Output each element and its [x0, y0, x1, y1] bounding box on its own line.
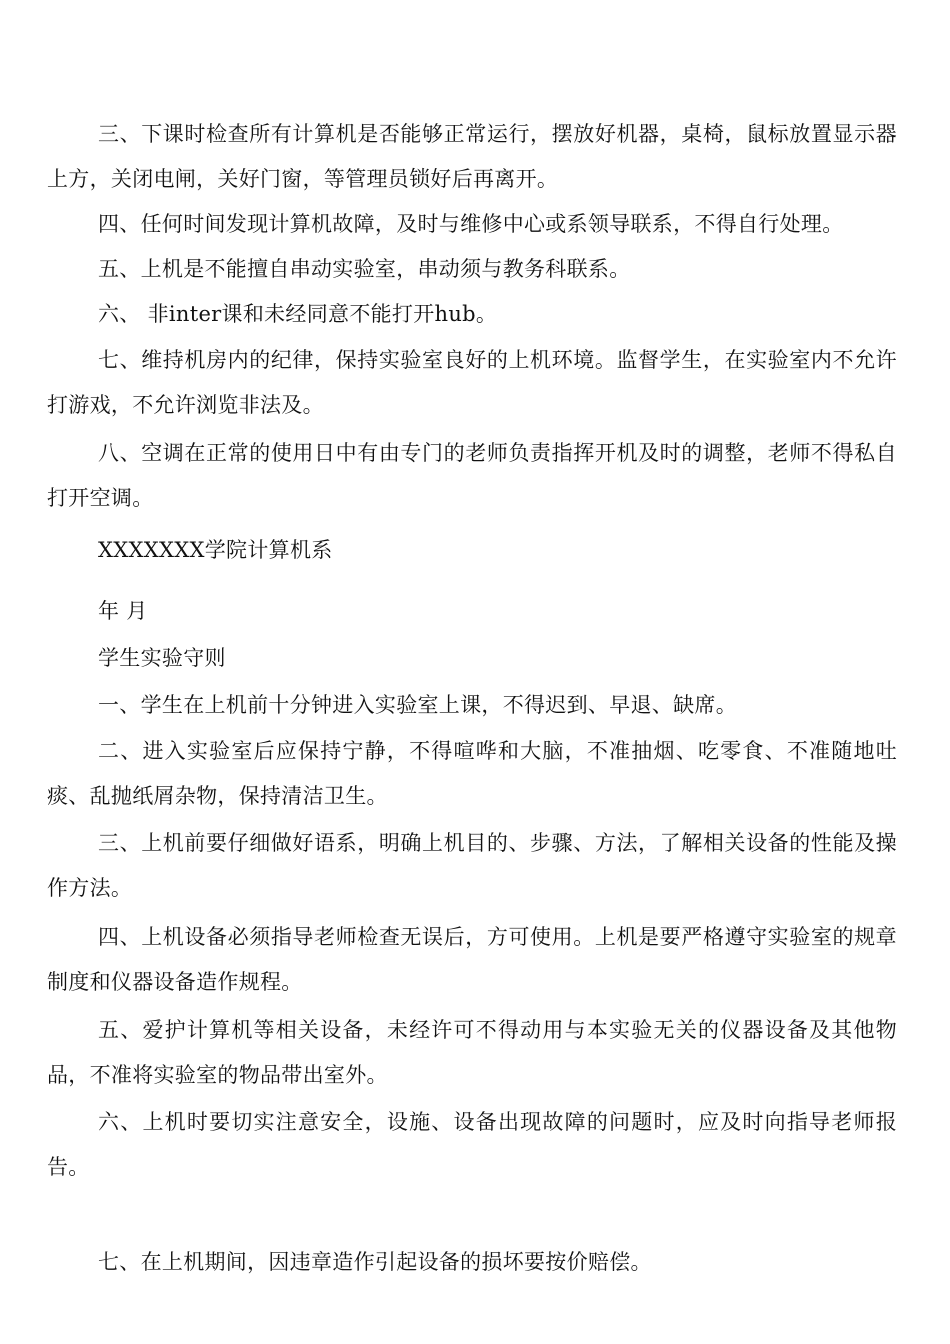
student-rule-6: 六、上机时要切实注意安全，设施、设备出现故障的问题时，应及时向指导老师报告。	[47, 1110, 897, 1179]
paragraph-rule-7: 七、维持机房内的纪律，保持实验室良好的上机环境。监督学生，在实验室内不允许打游戏，不允许浏览非法及。	[47, 348, 897, 417]
student-rule-1: 一、学生在上机前十分钟进入实验室上课，不得迟到、早退、缺席。	[98, 693, 737, 717]
department-signature: XXXXXXX学院计算机系	[98, 538, 333, 562]
paragraph-rule-5: 五、上机是不能擅自串动实验室，串动须与教务科联系。	[98, 257, 631, 281]
paragraph-rule-6: 六、 非inter课和未经同意不能打开hub。	[98, 302, 498, 326]
student-rule-7: 七、在上机期间，因违章造作引起设备的损坏要按价赔偿。	[98, 1250, 652, 1274]
paragraph-rule-4: 四、任何时间发现计算机故障，及时与维修中心或系领导联系，不得自行处理。	[98, 212, 844, 236]
date-line: 年 月	[98, 599, 148, 623]
student-rule-2: 二、进入实验室后应保持宁静，不得喧哗和大脑，不准抽烟、吃零食、不准随地吐痰、乱抛纸屑杂物，保持清洁卫生。	[47, 739, 897, 808]
paragraph-rule-3: 三、下课时检查所有计算机是否能够正常运行，摆放好机器，桌椅，鼠标放置显示器上方，关闭电闸，关好门窗，等管理员锁好后再离开。	[47, 122, 897, 191]
paragraph-rule-8: 八、空调在正常的使用日中有由专门的老师负责指挥开机及时的调整，老师不得私自打开空调。	[47, 441, 897, 510]
student-rule-4: 四、上机设备必须指导老师检查无误后，方可使用。上机是要严格遵守实验室的规章制度和仪器设备造作规程。	[47, 925, 897, 994]
student-rule-5: 五、爱护计算机等相关设备，未经许可不得动用与本实验无关的仪器设备及其他物品，不准将实验室的物品带出室外。	[47, 1018, 897, 1087]
student-rule-3: 三、上机前要仔细做好语系，明确上机目的、步骤、方法，了解相关设备的性能及操作方法。	[47, 831, 897, 900]
section-title: 学生实验守则	[98, 646, 226, 670]
